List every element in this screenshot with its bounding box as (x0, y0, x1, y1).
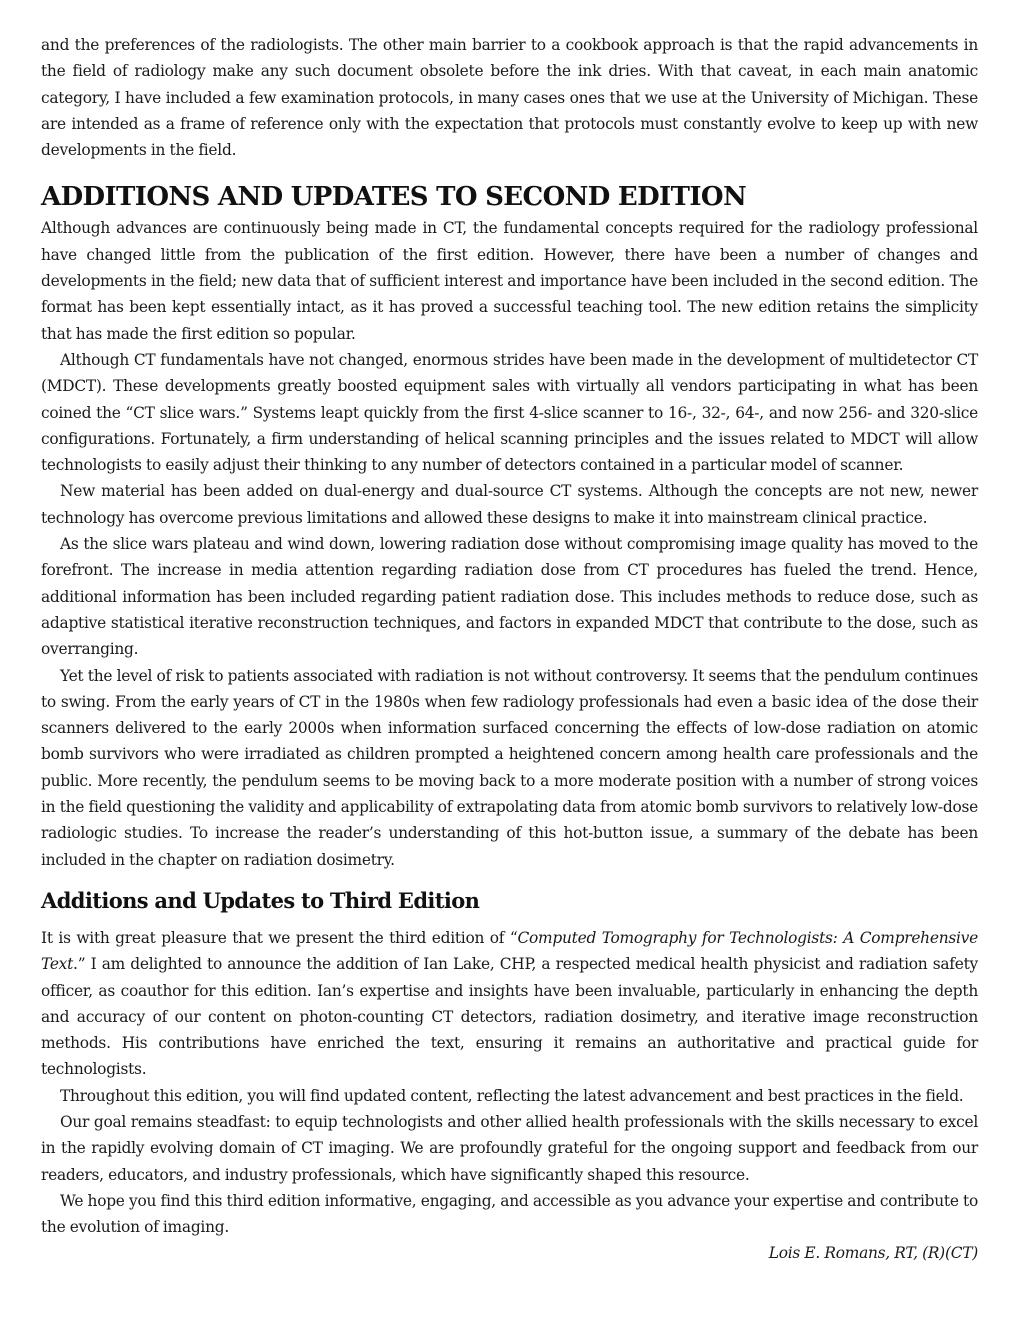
author-signature: Lois E. Romans, RT, (R)(CT) (768, 1244, 978, 1263)
third-edition-paragraph-3: Our goal remains steadfast: to equip technologists and other allied health professionals with the skills necessary to excel in the rapidly evolving domain of CT imaging. We are profoundly grateful for the ongoing support and feedback from our readers, educators, and industry professionals, which have significantly shaped this resource. (41, 1112, 978, 1184)
second-edition-paragraph-2: Although CT fundamentals have not changed, enormous strides have been made in the development of multidetector CT (MDCT). These developments greatly boosted equipment sales with virtually all vendors participating in what has been coined the “CT slice wars.” Systems leapt quickly from the first 4-slice scanner to 16-, 32-, 64-, and now 256- and 320-slice configurations. Fortunately, a firm understanding of helical scanning principles and the issues related to MDCT will allow technologists to easily adjust their thinking to any number of detectors contained in a particular model of scanner. (41, 350, 978, 475)
intro-paragraph: and the preferences of the radiologists. The other main barrier to a cookbook approach is that the rapid advancements in the field of radiology make any such document obsolete before the ink dries. With that caveat, in each main anatomic category, I have included a few examination protocols, in many cases ones that we use at the University of Michigan. These are intended as a frame of reference only with the expectation that protocols must constantly evolve to keep up with new developments in the field. (41, 36, 978, 160)
document-page (41, 32, 978, 1267)
second-edition-paragraph-3: New material has been added on dual-energy and dual-source CT systems. Although the concepts are not new, newer technology has overcome previous limitations and allowed these designs to make it into mainstream clinical practice. (41, 482, 978, 527)
third-edition-heading: Additions and Updates to Third Edition (41, 887, 480, 913)
second-edition-paragraph-5: Yet the level of risk to patients associated with radiation is not without controversy. It seems that the pendulum continues to swing. From the early years of CT in the 1980s when few radiology professionals had even a basic idea of the dose their scanners delivered to the early 2000s when information surfaced concerning the effects of low-dose radiation on atomic bomb survivors who were irradiated as children prompted a heightened concern among health care professionals and the public. More recently, the pendulum seems to be moving back to a more moderate position with a number of strong voices in the field questioning the validity and applicability of extrapolating data from atomic bomb survivors to relatively low-dose radiologic studies. To increase the reader’s understanding of this hot-button issue, a summary of the debate has been included in the chapter on radiation dosimetry. (41, 666, 978, 869)
book-title: Computed Tomography for Technologists: A Comprehensive Text (41, 928, 978, 974)
second-edition-heading: ADDITIONS AND UPDATES TO SECOND EDITION (41, 182, 747, 213)
third-edition-paragraph-1-before: It is with great pleasure that we present the third edition of “ (41, 928, 518, 947)
second-edition-paragraph-4: As the slice wars plateau and wind down, lowering radiation dose without compromising image quality has moved to the forefront. The increase in media attention regarding radiation dose from CT procedures has fueled the trend. Hence, additional information has been included regarding patient radiation dose. This includes methods to reduce dose, such as adaptive statistical iterative reconstruction techniques, and factors in expanded MDCT that contribute to the dose, such as overranging. (41, 535, 978, 659)
second-edition-paragraph-1: Although advances are continuously being made in CT, the fundamental concepts required for the radiology professional have changed little from the publication of the first edition. However, there have been a number of changes and developments in the field; new data that of sufficient interest and importance have been included in the second edition. The format has been kept essentially intact, as it has proved a successful teaching tool. The new edition retains the simplicity that has made the first edition so popular. (41, 219, 978, 343)
third-edition-paragraph-1-after: .” I am delighted to announce the addition of Ian Lake, CHP, a respected medical health physicist and radiation safety officer, as coauthor for this edition. Ian’s expertise and insights have been invaluable, particularly in enhancing the depth and accuracy of our content on photon-counting CT detectors, radiation dosimetry, and iterative image reconstruction methods. His contributions have enriched the text, ensuring it remains an authoritative and practical guide for technologists. (41, 955, 978, 1079)
third-edition-paragraph-2: Throughout this edition, you will find updated content, reflecting the latest advancement and best practices in the field. (60, 1086, 964, 1105)
third-edition-paragraph-4: We hope you find this third edition informative, engaging, and accessible as you advance your expertise and contribute to the evolution of imaging. (41, 1191, 978, 1237)
third-edition-paragraph-1 (41, 925, 978, 1083)
